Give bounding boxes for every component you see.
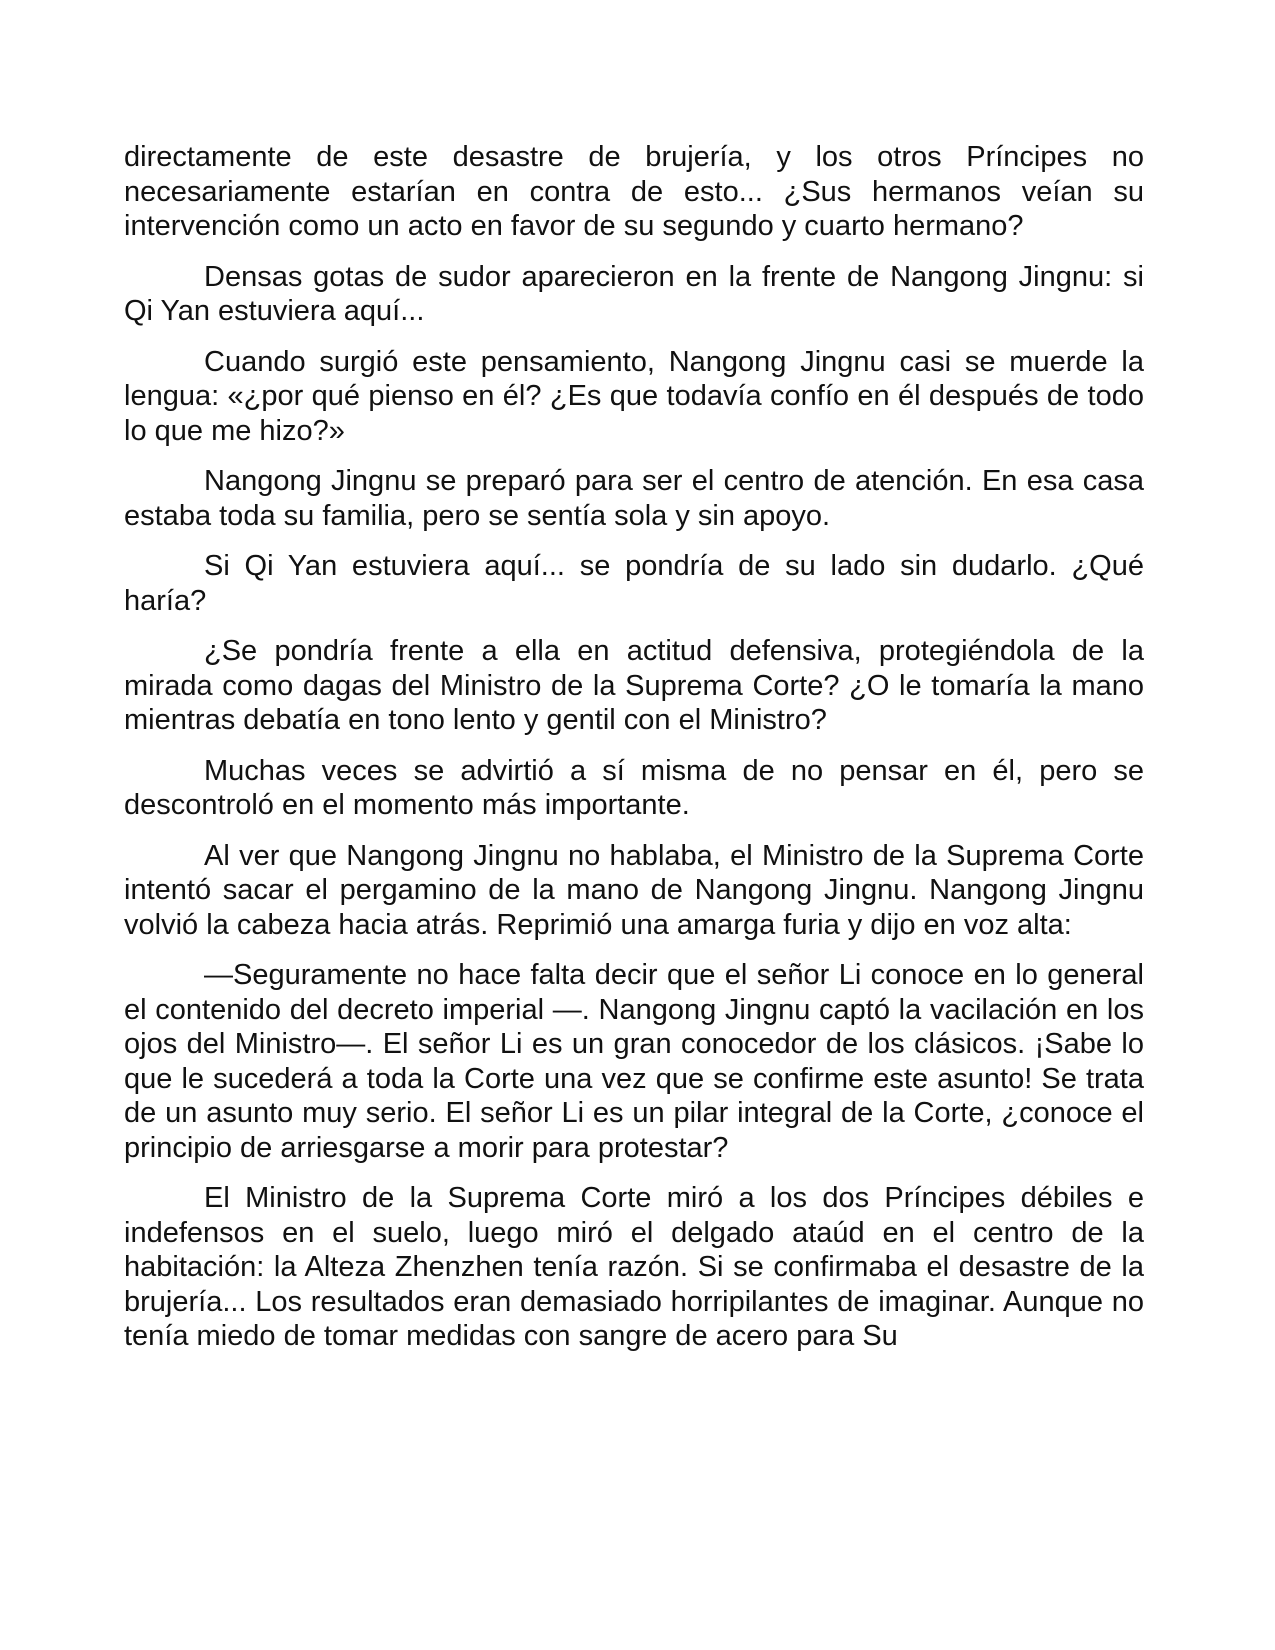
paragraph-7: Muchas veces se advirtió a sí misma de no pensar en él, pero se descontroló en el momento más importante. <box>124 754 1144 821</box>
paragraph-2: Densas gotas de sudor aparecieron en la frente de Nangong Jingnu: si Qi Yan estuviera aquí... <box>124 260 1144 327</box>
paragraph-8: Al ver que Nangong Jingnu no hablaba, el Ministro de la Suprema Corte intentó sacar el pergamino de la mano de Nangong Jingnu. Nangong Jingnu volvió la cabeza hacia atrás. Reprimió una amarga furia y dijo en voz alta: <box>124 839 1144 941</box>
paragraph-9: —Seguramente no hace falta decir que el señor Li conoce en lo general el contenido del decreto imperial —. Nangong Jingnu captó la vacilación en los ojos del Ministro—. El señor Li es un gran conocedor de los clásicos. ¡Sabe lo que le sucederá a toda la Corte una vez que se confirme este asunto! Se trata de un asunto muy serio. El señor Li es un pilar integral de la Corte, ¿conoce el principio de arriesgarse a morir para protestar? <box>124 959 1144 1164</box>
paragraph-4: Nangong Jingnu se preparó para ser el centro de atención. En esa casa estaba toda su familia, pero se sentía sola y sin apoyo. <box>124 465 1144 532</box>
document-page <box>124 140 1144 1370</box>
paragraph-6: ¿Se pondría frente a ella en actitud defensiva, protegiéndola de la mirada como dagas del Ministro de la Suprema Corte? ¿O le tomaría la mano mientras debatía en tono lento y gentil con el Ministro? <box>124 635 1144 736</box>
paragraph-1: directamente de este desastre de brujería, y los otros Príncipes no necesariamente estarían en contra de esto... ¿Sus hermanos veían su intervención como un acto en favor de su segundo y cuarto hermano? <box>124 141 1144 242</box>
paragraph-10: El Ministro de la Suprema Corte miró a los dos Príncipes débiles e indefensos en el suelo, luego miró el delgado ataúd en el centro de la habitación: la Alteza Zhenzhen tenía razón. Si se confirmaba el desastre de la brujería... Los resultados eran demasiado horripilantes de imaginar. Aunque no tenía miedo de tomar medidas con sangre de acero para Su <box>124 1182 1144 1352</box>
paragraph-3: Cuando surgió este pensamiento, Nangong Jingnu casi se muerde la lengua: «¿por qué pienso en él? ¿Es que todavía confío en él después de todo lo que me hizo?» <box>124 345 1144 447</box>
paragraph-5: Si Qi Yan estuviera aquí... se pondría de su lado sin dudarlo. ¿Qué haría? <box>124 550 1144 617</box>
